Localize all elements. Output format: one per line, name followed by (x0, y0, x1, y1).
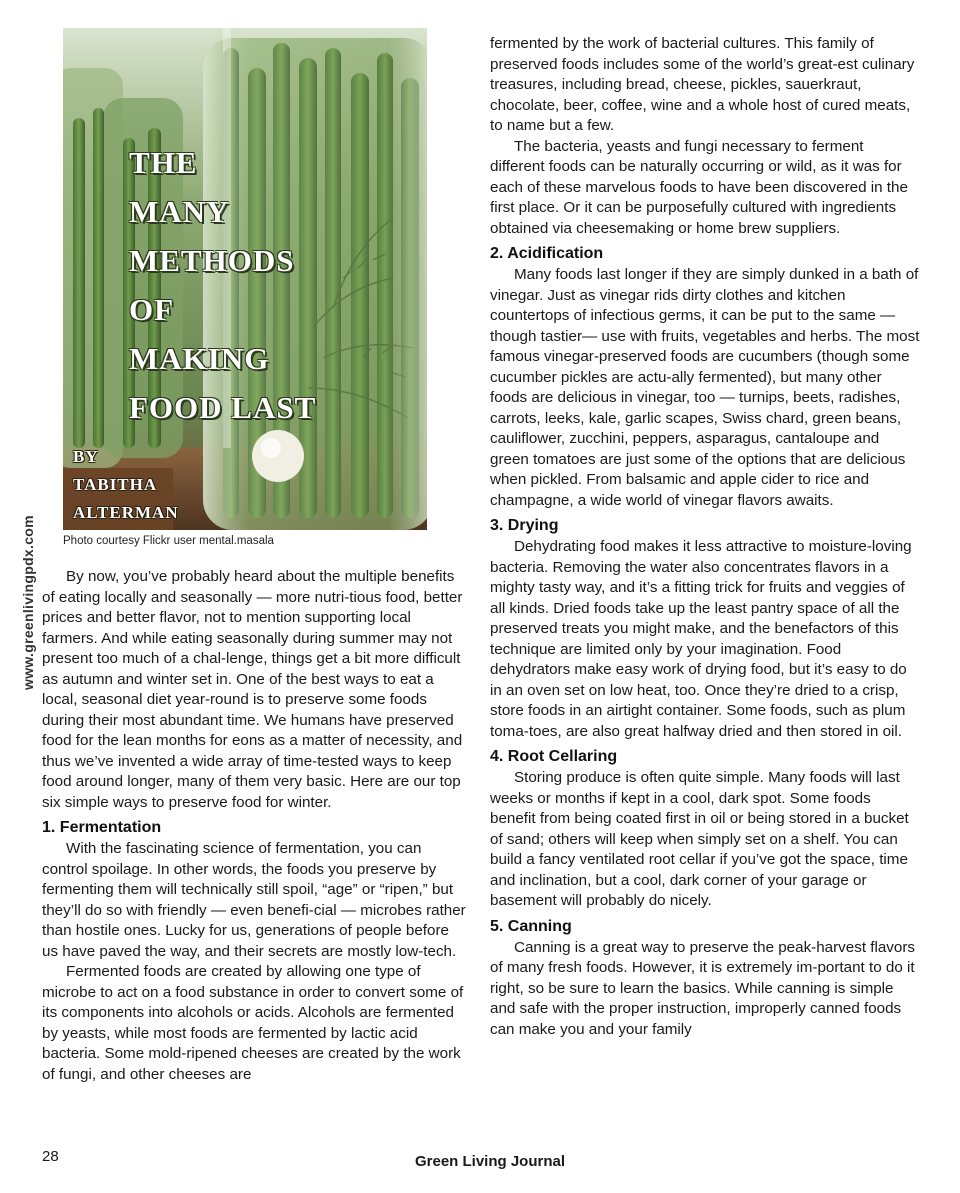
article-title (129, 138, 316, 432)
left-column (42, 567, 467, 1085)
right-column (490, 34, 920, 1040)
body-paragraph: With the fascinating science of fermentation, you can control spoilage. In other words, the foods you preserve by fermenting them will technically still spoil, “age” or “ripen,” but they’ll do so with friendly — even benefi-cial — microbes rather than hostile ones. Lucky for us, generations of people before us have paved the way, and their secrets are mostly low-tech. (42, 840, 466, 960)
article-photo (63, 28, 427, 530)
body-paragraph: The bacteria, yeasts and fungi necessary to ferment different foods can be naturally occurring or wild, as it was for each of these marvelous foods to have been discovered in the first place. Or it can be purposefully cultured with ingredients obtained via cheesemaking or home brew suppliers. (490, 137, 908, 237)
byline-line: ALTERMAN (73, 503, 179, 522)
side-url: www.greenlivingpdx.com (20, 515, 36, 690)
journal-name: Green Living Journal (414, 1153, 566, 1170)
section-heading: 4. Root Cellaring (490, 748, 618, 765)
body-paragraph: Canning is a great way to preserve the peak-harvest flavors of many fresh foods. However, it is extremely im-portant to do it right, so be sure to learn the basics. While canning is simple and safe with the proper instruction, improperly canned foods can make you and your family (490, 938, 915, 1038)
title-line: METHODS (129, 243, 295, 278)
body-paragraph: Dehydrating food makes it less attractive to moisture-loving bacteria. Removing the water also concentrates flavors in a mighty tasty way, and it’s a fitting trick for fruits and veggies of all kinds. Dried foods take up the least pantry space of all the preserved treats you might make, and the benefactors of this technique are limited only by your imagination. Food dehydrators make easy work of drying food, but it’s easy to do in an oven set on low heat, too. Once they’re dried to a crisp, store foods in an airtight container. Some foods, such as plum toma-toes, are also great halfway dried and then stored in oil. (490, 538, 912, 740)
title-line: MAKING (129, 341, 270, 376)
title-line: THE (129, 145, 198, 180)
byline-line: BY (73, 447, 99, 466)
body-paragraph: Fermented foods are created by allowing one type of microbe to act on a food substance in order to convert some of its components into alcohols or acids. Alcohols are fermented by yeasts, while most foods are fermented by lactic acid bacteria. Some mold-ripened cheeses are created by the work of fungi, and other cheeses are (42, 963, 464, 1083)
title-line: FOOD LAST (129, 390, 317, 425)
page-number: 28 (42, 1148, 59, 1165)
title-line: OF (129, 292, 175, 327)
byline-line: TABITHA (73, 475, 158, 494)
intro-paragraph: By now, you’ve probably heard about the multiple benefits of eating locally and seasonally — more nutri-tious food, better prices and better flavor, not to mention supporting local farmers. And while eating seasonally during summer may not present too much of a chal-lenge, things get a bit more difficult as autumn and winter set in. One of the best ways to eat a local, seasonal diet year-round is to preserve some foods during their most abundant time. We humans have preserved food for the lean months for eons as a matter of necessity, and thus we’ve invented a wide array of time-tested ways to keep food around longer, many of them very basic. Here are our top six simple ways to preserve food for winter. (42, 568, 463, 811)
byline (73, 443, 179, 527)
title-line: MANY (129, 194, 230, 229)
section-heading: 5. Canning (490, 917, 572, 935)
section-heading: 3. Drying (490, 517, 559, 534)
body-paragraph: fermented by the work of bacterial cultures. This family of preserved foods includes some of the world’s great-est culinary treasures, including bread, cheese, pickles, sauerkraut, chocolate, beer, coffee, wine and a whole host of cured meats, to name but a few. (490, 35, 915, 134)
section-heading: 2. Acidification (490, 245, 604, 262)
section-heading: 1. Fermentation (42, 819, 162, 836)
body-paragraph: Many foods last longer if they are simply dunked in a bath of vinegar. Just as vinegar rids dirty clothes and kitchen countertops of infectious germs, it can be put to the same — though tastier— use with fruits, vegetables and herbs. The most famous vinegar-preserved foods are cucumbers (though some cucumber pickles are actu-ally fermented), but many other foods are delicious in vinegar, too — turnips, beets, radishes, carrots, leeks, kale, garlic scapes, Swiss chard, green beans, cauliflower, zucchini, peppers, asparagus, cantaloupe and green tomatoes are just some of the options that are delicious when pickled. From balsamic and apple cider to rice and champagne, a wide world of vinegar flavors awaits. (490, 266, 920, 509)
photo-caption: Photo courtesy Flickr user mental.masala (63, 535, 274, 547)
body-paragraph: Storing produce is often quite simple. Many foods will last weeks or months if kept in a cool, dark spot. Some foods benefit from being coated first in oil or being stored in a bucket of sand; others will keep when simply set on a shelf. You can build a fancy ventilated root cellar if you’ve got the space, time and inclination, but a cool, dark corner of your garage or basement will probably do nicely. (490, 769, 909, 909)
